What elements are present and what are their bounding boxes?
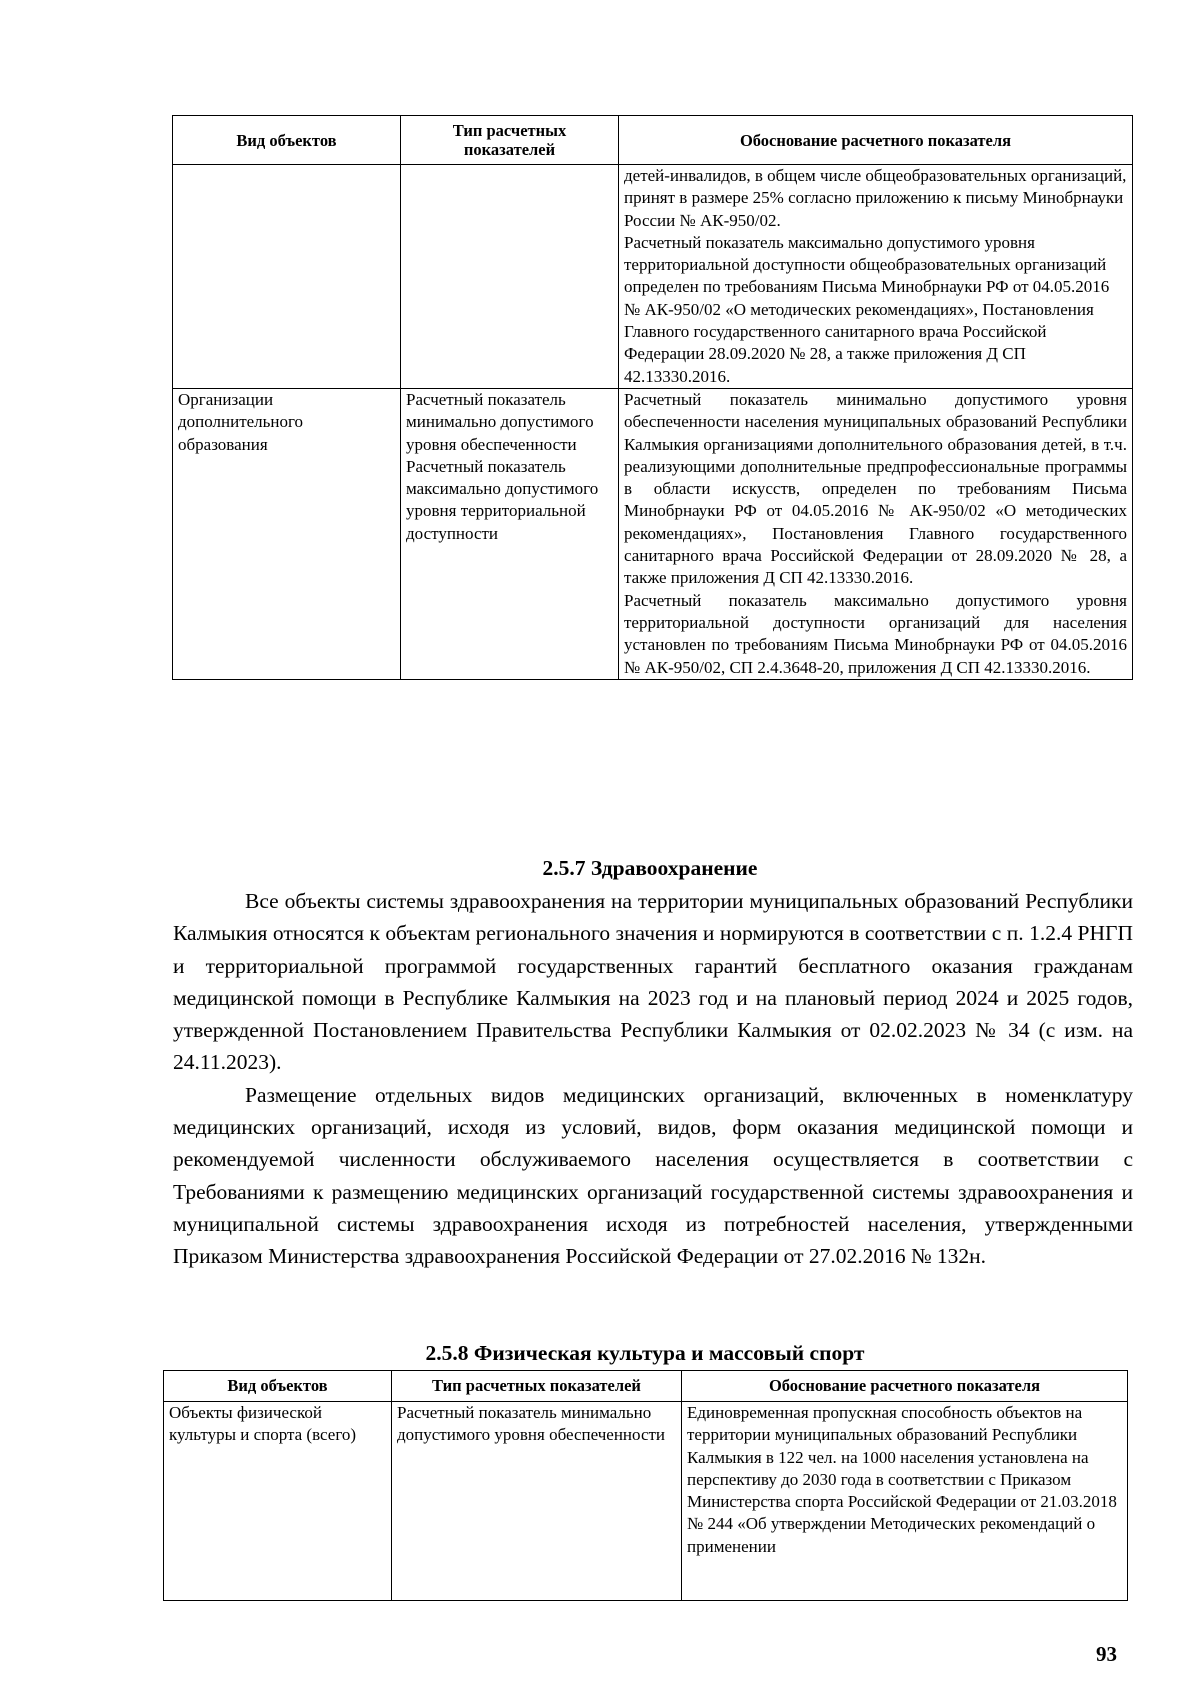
indicator-line: Расчетный показатель максимально допустимого уровня территориальной доступности: [406, 456, 599, 543]
cell-justification: [619, 388, 1133, 679]
column-header-indicator-type: Тип расчетных показателей: [392, 1371, 682, 1402]
cell-indicator-type: [401, 388, 619, 679]
cell-indicator-type: [401, 165, 619, 389]
body-paragraph: Размещение отдельных видов медицинских организаций, включенных в номенклатуру медицинских организаций, исходя из условий, видов, форм оказания медицинской помощи и рекомендуемой численности обслуживаемого населения осуществляется в соответствии с Требованиями к размещению медицинских организаций государственной системы здравоохранения и муниципальной системы здравоохранения исходя из потребностей населения, утвержденными Приказом Министерства здравоохранения Российской Федерации от 27.02.2016 № 132н.: [173, 1082, 1133, 1269]
section-body-healthcare: [173, 885, 1133, 1273]
table-header-row: [164, 1371, 1128, 1402]
column-header-indicator-type: Тип расчетных показателей: [401, 116, 619, 165]
justification-paragraph: Расчетный показатель максимально допустимого уровня территориальной доступности организаций для населения установлен по требованиям Письма Минобрнауки РФ от 04.05.2016 № АК-950/02, СП 2.4.3648-20, приложения Д СП 42.13330.2016.: [624, 590, 1127, 677]
column-header-object-type: Вид объектов: [173, 116, 401, 165]
cell-justification: [619, 165, 1133, 389]
column-header-justification: Обоснование расчетного показателя: [619, 116, 1133, 165]
education-norms-table: [172, 115, 1133, 680]
cell-object-type: Организации дополнительного образования: [173, 388, 401, 679]
section-heading-healthcare: 2.5.7 Здравоохранение: [542, 856, 758, 880]
column-header-object-type: Вид объектов: [164, 1371, 392, 1402]
table-row: [173, 165, 1133, 389]
sports-norms-table: [163, 1370, 1128, 1601]
justification-paragraph: детей-инвалидов, в общем числе общеобразовательных организаций, принят в размере 25% согласно приложению к письму Минобрнауки России № АК-950/02.: [624, 166, 1127, 230]
table-row: [173, 388, 1133, 679]
indicator-line: Расчетный показатель минимально допустимого уровня обеспеченности: [406, 389, 594, 454]
table-row: [164, 1402, 1128, 1601]
body-paragraph: Все объекты системы здравоохранения на территории муниципальных образований Республики Калмыкия относятся к объектам регионального значения и нормируются в соответствии с п. 1.2.4 РНГП и территориальной программой государственных гарантий бесплатного оказания гражданам медицинской помощи в Республике Калмыкия на 2023 год и на плановый период 2024 и 2025 годов, утвержденной Постановлением Правительства Республики Калмыкия от 02.02.2023 № 34 (с изм. на 24.11.2023).: [173, 889, 1133, 1075]
section-heading-sports: 2.5.8 Физическая культура и массовый спорт: [425, 1341, 865, 1365]
cell-indicator-type: Расчетный показатель минимально допустимого уровня обеспеченности: [392, 1402, 682, 1601]
justification-paragraph: Расчетный показатель минимально допустимого уровня обеспеченности населения муниципальных образований Республики Калмыкия организациями дополнительного образования детей, в т.ч. реализующими дополнительные предпрофессиональные программы в области искусств, определен по требованиям Письма Минобрнауки РФ от 04.05.2016 № АК-950/02 «О методических рекомендациях», Постановления Главного государственного санитарного врача Российской Федерации от 28.09.2020 № 28, а также приложения Д СП 42.13330.2016.: [624, 389, 1127, 588]
table-header-row: [173, 116, 1133, 165]
column-header-justification: Обоснование расчетного показателя: [682, 1371, 1128, 1402]
cell-object-type: Объекты физической культуры и спорта (всего): [164, 1402, 392, 1601]
justification-paragraph: Расчетный показатель максимально допустимого уровня территориальной доступности общеобразовательных организаций определен по требованиям Письма Минобрнауки РФ от 04.05.2016 № АК-950/02 «О методических рекомендациях», Постановления Главного государственного санитарного врача Российской Федерации 28.09.2020 № 28, а также приложения Д СП 42.13330.2016.: [624, 232, 1110, 386]
cell-justification: Единовременная пропускная способность объектов на территории муниципальных образований Республики Калмыкия в 122 чел. на 1000 населения установлена на перспективу до 2030 года в соответствии с Приказом Министерства спорта Российской Федерации от 21.03.2018 № 244 «Об утверждении Методических рекомендаций о применении: [682, 1402, 1128, 1601]
cell-object-type: [173, 165, 401, 389]
page-number: 93: [1096, 1642, 1117, 1666]
